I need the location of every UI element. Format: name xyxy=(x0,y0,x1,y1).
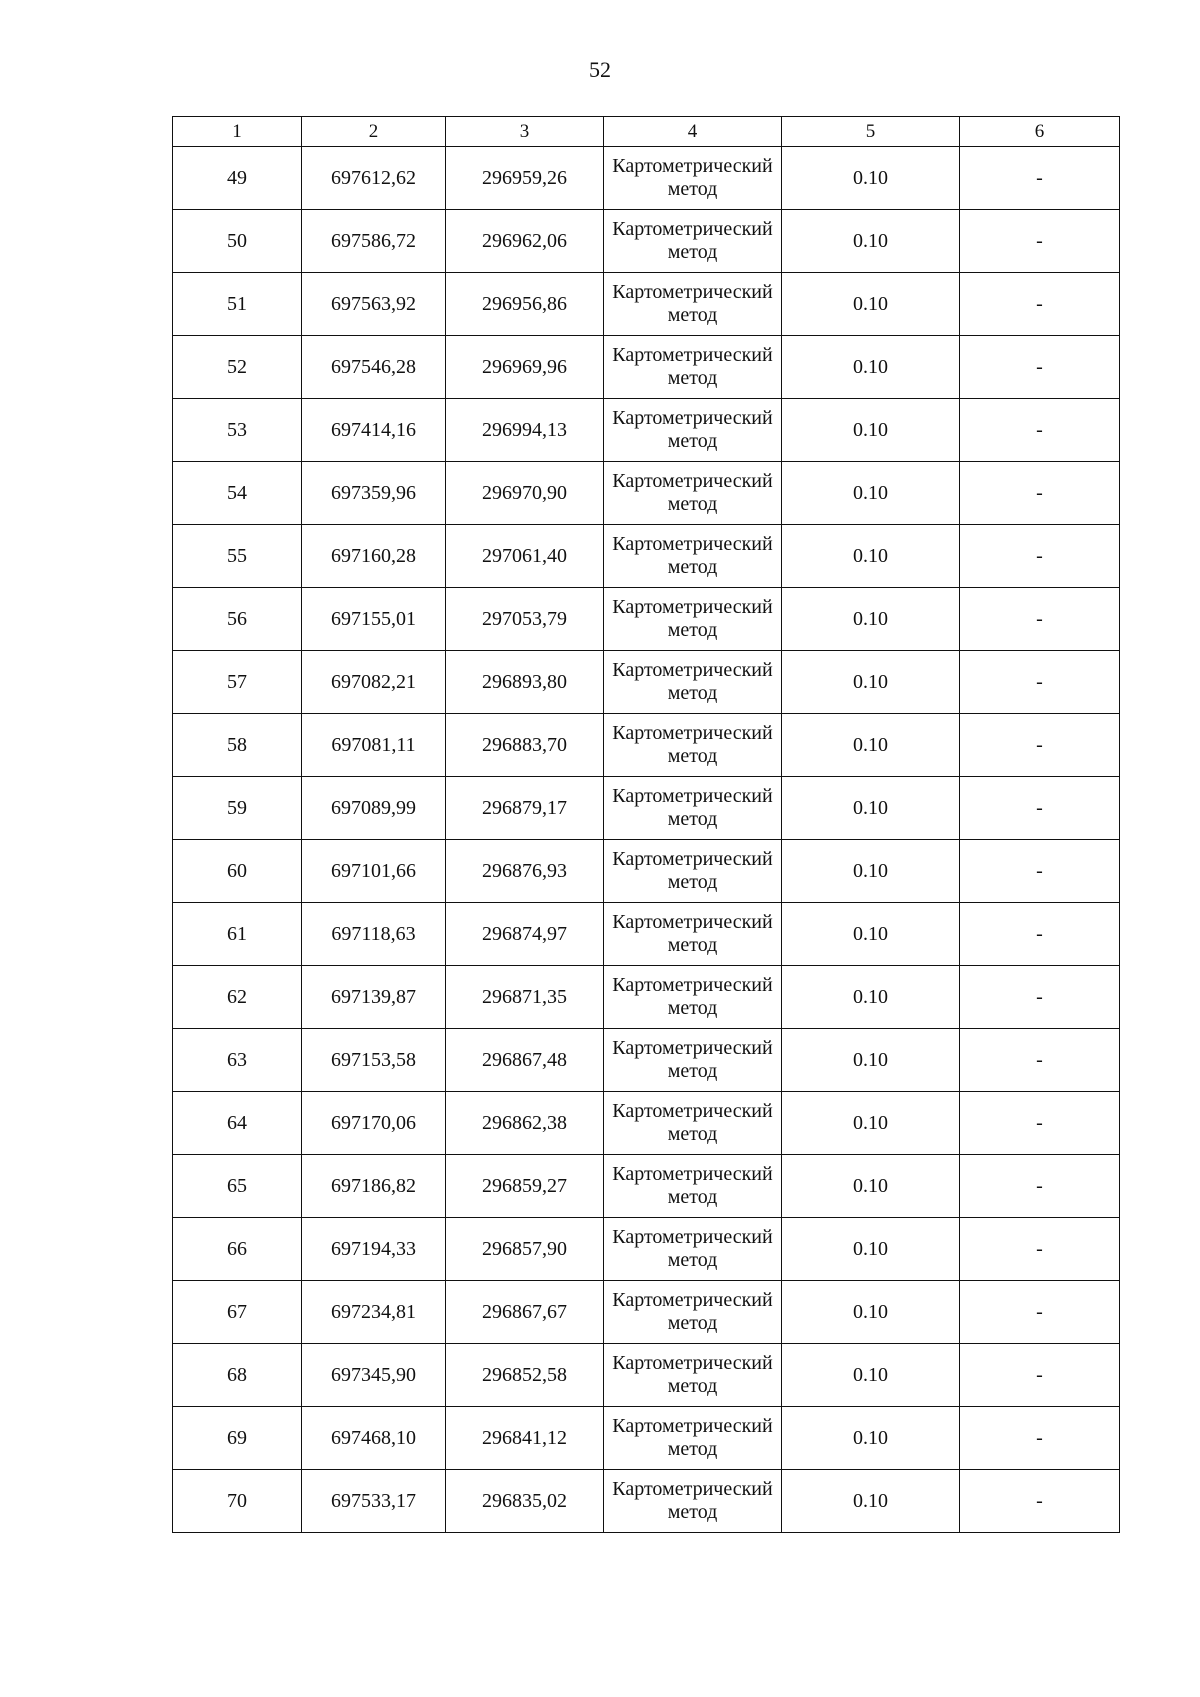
y-coordinate-cell: 296852,58 xyxy=(446,1344,604,1407)
table-row xyxy=(173,903,1120,966)
table-row xyxy=(173,1470,1120,1533)
table-row xyxy=(173,525,1120,588)
note-cell: - xyxy=(960,714,1120,777)
table-row xyxy=(173,399,1120,462)
accuracy-cell: 0.10 xyxy=(782,462,960,525)
note-cell: - xyxy=(960,1407,1120,1470)
point-number-cell: 54 xyxy=(173,462,302,525)
method-cell: Картометрический метод xyxy=(604,1281,782,1344)
note-cell: - xyxy=(960,777,1120,840)
x-coordinate-cell: 697586,72 xyxy=(302,210,446,273)
method-cell: Картометрический метод xyxy=(604,714,782,777)
table-row xyxy=(173,966,1120,1029)
table-row xyxy=(173,1344,1120,1407)
method-cell: Картометрический метод xyxy=(604,399,782,462)
accuracy-cell: 0.10 xyxy=(782,840,960,903)
method-cell: Картометрический метод xyxy=(604,1407,782,1470)
note-cell: - xyxy=(960,1344,1120,1407)
x-coordinate-cell: 697081,11 xyxy=(302,714,446,777)
accuracy-cell: 0.10 xyxy=(782,1344,960,1407)
y-coordinate-cell: 296994,13 xyxy=(446,399,604,462)
table-row xyxy=(173,273,1120,336)
method-cell: Картометрический метод xyxy=(604,1092,782,1155)
point-number-cell: 57 xyxy=(173,651,302,714)
method-cell: Картометрический метод xyxy=(604,1029,782,1092)
table-row xyxy=(173,147,1120,210)
method-cell: Картометрический метод xyxy=(604,1218,782,1281)
accuracy-cell: 0.10 xyxy=(782,588,960,651)
note-cell: - xyxy=(960,525,1120,588)
note-cell: - xyxy=(960,399,1120,462)
y-coordinate-cell: 296883,70 xyxy=(446,714,604,777)
method-cell: Картометрический метод xyxy=(604,966,782,1029)
table-row xyxy=(173,1155,1120,1218)
table-row xyxy=(173,714,1120,777)
x-coordinate-cell: 697546,28 xyxy=(302,336,446,399)
page-number: 52 xyxy=(589,57,611,82)
y-coordinate-cell: 296857,90 xyxy=(446,1218,604,1281)
x-coordinate-cell: 697234,81 xyxy=(302,1281,446,1344)
note-cell: - xyxy=(960,1092,1120,1155)
y-coordinate-cell: 297053,79 xyxy=(446,588,604,651)
accuracy-cell: 0.10 xyxy=(782,1407,960,1470)
method-cell: Картометрический метод xyxy=(604,903,782,966)
note-cell: - xyxy=(960,1470,1120,1533)
method-cell: Картометрический метод xyxy=(604,777,782,840)
y-coordinate-cell: 296959,26 xyxy=(446,147,604,210)
accuracy-cell: 0.10 xyxy=(782,651,960,714)
column-header: 4 xyxy=(604,117,782,147)
point-number-cell: 50 xyxy=(173,210,302,273)
table-row xyxy=(173,840,1120,903)
table-row xyxy=(173,1029,1120,1092)
y-coordinate-cell: 296893,80 xyxy=(446,651,604,714)
note-cell: - xyxy=(960,1281,1120,1344)
x-coordinate-cell: 697345,90 xyxy=(302,1344,446,1407)
accuracy-cell: 0.10 xyxy=(782,1218,960,1281)
note-cell: - xyxy=(960,966,1120,1029)
accuracy-cell: 0.10 xyxy=(782,1155,960,1218)
table-row xyxy=(173,462,1120,525)
point-number-cell: 62 xyxy=(173,966,302,1029)
point-number-cell: 55 xyxy=(173,525,302,588)
column-header: 1 xyxy=(173,117,302,147)
x-coordinate-cell: 697359,96 xyxy=(302,462,446,525)
x-coordinate-cell: 697533,17 xyxy=(302,1470,446,1533)
x-coordinate-cell: 697612,62 xyxy=(302,147,446,210)
x-coordinate-cell: 697082,21 xyxy=(302,651,446,714)
column-header: 3 xyxy=(446,117,604,147)
y-coordinate-cell: 296876,93 xyxy=(446,840,604,903)
method-cell: Картометрический метод xyxy=(604,1155,782,1218)
x-coordinate-cell: 697139,87 xyxy=(302,966,446,1029)
note-cell: - xyxy=(960,336,1120,399)
table-row xyxy=(173,1407,1120,1470)
accuracy-cell: 0.10 xyxy=(782,1092,960,1155)
note-cell: - xyxy=(960,903,1120,966)
point-number-cell: 64 xyxy=(173,1092,302,1155)
x-coordinate-cell: 697194,33 xyxy=(302,1218,446,1281)
table-body xyxy=(173,147,1120,1533)
method-cell: Картометрический метод xyxy=(604,1470,782,1533)
method-cell: Картометрический метод xyxy=(604,210,782,273)
accuracy-cell: 0.10 xyxy=(782,525,960,588)
accuracy-cell: 0.10 xyxy=(782,273,960,336)
y-coordinate-cell: 296874,97 xyxy=(446,903,604,966)
note-cell: - xyxy=(960,1218,1120,1281)
point-number-cell: 67 xyxy=(173,1281,302,1344)
method-cell: Картометрический метод xyxy=(604,840,782,903)
note-cell: - xyxy=(960,1029,1120,1092)
accuracy-cell: 0.10 xyxy=(782,777,960,840)
table-row xyxy=(173,777,1120,840)
method-cell: Картометрический метод xyxy=(604,462,782,525)
method-cell: Картометрический метод xyxy=(604,273,782,336)
point-number-cell: 63 xyxy=(173,1029,302,1092)
accuracy-cell: 0.10 xyxy=(782,1281,960,1344)
point-number-cell: 51 xyxy=(173,273,302,336)
method-cell: Картометрический метод xyxy=(604,336,782,399)
accuracy-cell: 0.10 xyxy=(782,966,960,1029)
accuracy-cell: 0.10 xyxy=(782,714,960,777)
y-coordinate-cell: 296879,17 xyxy=(446,777,604,840)
x-coordinate-cell: 697118,63 xyxy=(302,903,446,966)
x-coordinate-cell: 697160,28 xyxy=(302,525,446,588)
note-cell: - xyxy=(960,147,1120,210)
point-number-cell: 59 xyxy=(173,777,302,840)
point-number-cell: 56 xyxy=(173,588,302,651)
x-coordinate-cell: 697170,06 xyxy=(302,1092,446,1155)
point-number-cell: 61 xyxy=(173,903,302,966)
method-cell: Картометрический метод xyxy=(604,588,782,651)
y-coordinate-cell: 296969,96 xyxy=(446,336,604,399)
note-cell: - xyxy=(960,840,1120,903)
point-number-cell: 53 xyxy=(173,399,302,462)
accuracy-cell: 0.10 xyxy=(782,1470,960,1533)
table-row xyxy=(173,588,1120,651)
point-number-cell: 60 xyxy=(173,840,302,903)
note-cell: - xyxy=(960,273,1120,336)
accuracy-cell: 0.10 xyxy=(782,336,960,399)
y-coordinate-cell: 296862,38 xyxy=(446,1092,604,1155)
method-cell: Картометрический метод xyxy=(604,651,782,714)
y-coordinate-cell: 296871,35 xyxy=(446,966,604,1029)
column-header: 5 xyxy=(782,117,960,147)
y-coordinate-cell: 297061,40 xyxy=(446,525,604,588)
point-number-cell: 68 xyxy=(173,1344,302,1407)
column-header: 2 xyxy=(302,117,446,147)
point-number-cell: 58 xyxy=(173,714,302,777)
x-coordinate-cell: 697563,92 xyxy=(302,273,446,336)
y-coordinate-cell: 296867,67 xyxy=(446,1281,604,1344)
accuracy-cell: 0.10 xyxy=(782,147,960,210)
table-row xyxy=(173,651,1120,714)
method-cell: Картометрический метод xyxy=(604,525,782,588)
table-row xyxy=(173,1281,1120,1344)
method-cell: Картометрический метод xyxy=(604,147,782,210)
point-number-cell: 70 xyxy=(173,1470,302,1533)
y-coordinate-cell: 296835,02 xyxy=(446,1470,604,1533)
x-coordinate-cell: 697468,10 xyxy=(302,1407,446,1470)
point-number-cell: 49 xyxy=(173,147,302,210)
point-number-cell: 52 xyxy=(173,336,302,399)
accuracy-cell: 0.10 xyxy=(782,399,960,462)
x-coordinate-cell: 697101,66 xyxy=(302,840,446,903)
note-cell: - xyxy=(960,1155,1120,1218)
y-coordinate-cell: 296970,90 xyxy=(446,462,604,525)
column-header: 6 xyxy=(960,117,1120,147)
table-row xyxy=(173,1092,1120,1155)
note-cell: - xyxy=(960,588,1120,651)
table-row xyxy=(173,1218,1120,1281)
y-coordinate-cell: 296962,06 xyxy=(446,210,604,273)
point-number-cell: 69 xyxy=(173,1407,302,1470)
table-row xyxy=(173,210,1120,273)
y-coordinate-cell: 296859,27 xyxy=(446,1155,604,1218)
note-cell: - xyxy=(960,210,1120,273)
y-coordinate-cell: 296956,86 xyxy=(446,273,604,336)
y-coordinate-cell: 296867,48 xyxy=(446,1029,604,1092)
table-row xyxy=(173,336,1120,399)
method-cell: Картометрический метод xyxy=(604,1344,782,1407)
point-number-cell: 65 xyxy=(173,1155,302,1218)
note-cell: - xyxy=(960,462,1120,525)
x-coordinate-cell: 697155,01 xyxy=(302,588,446,651)
table-header-row xyxy=(173,117,1120,147)
x-coordinate-cell: 697153,58 xyxy=(302,1029,446,1092)
accuracy-cell: 0.10 xyxy=(782,1029,960,1092)
point-number-cell: 66 xyxy=(173,1218,302,1281)
coordinates-table xyxy=(172,116,1120,1533)
x-coordinate-cell: 697186,82 xyxy=(302,1155,446,1218)
x-coordinate-cell: 697414,16 xyxy=(302,399,446,462)
x-coordinate-cell: 697089,99 xyxy=(302,777,446,840)
accuracy-cell: 0.10 xyxy=(782,903,960,966)
note-cell: - xyxy=(960,651,1120,714)
y-coordinate-cell: 296841,12 xyxy=(446,1407,604,1470)
accuracy-cell: 0.10 xyxy=(782,210,960,273)
